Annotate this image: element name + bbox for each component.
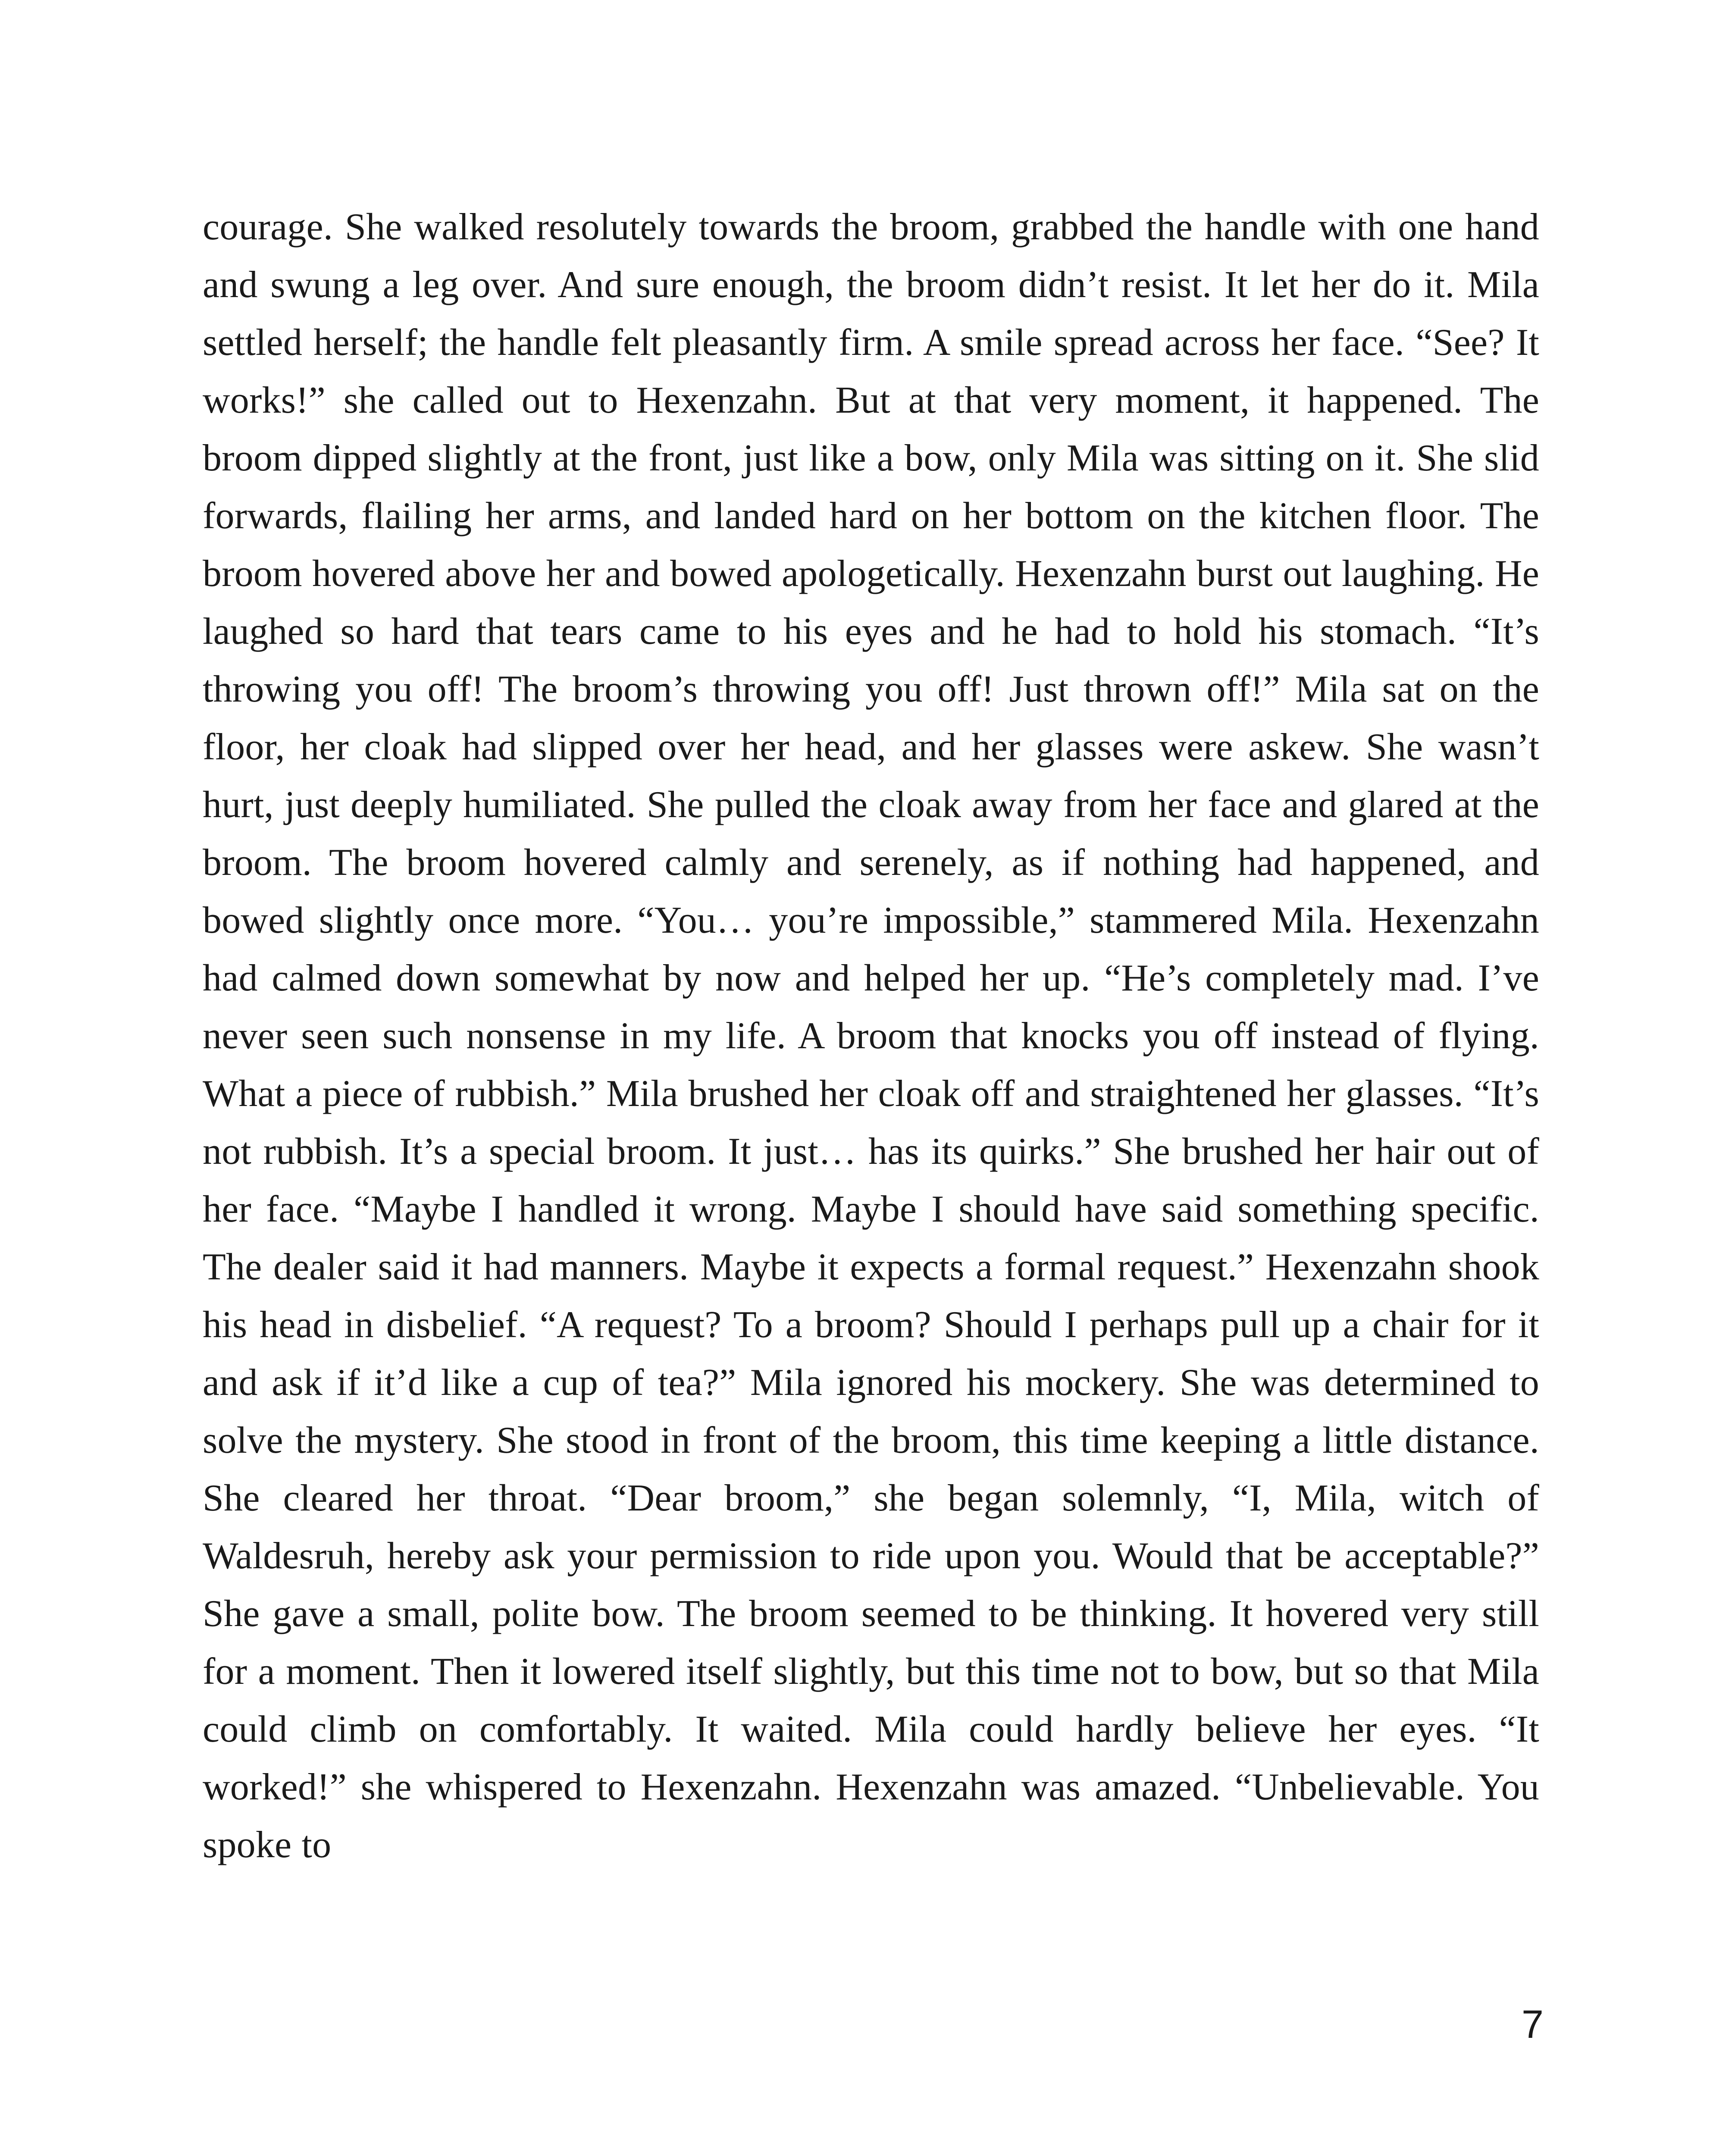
body-paragraph: courage. She walked resolutely towards the broom, grabbed the handle with one hand and swung a leg over. And sure enough, the broom didn’t resist. It let her do it. Mila settled herself; the handle felt pleasantly firm. A smile spread across her face. “See? It works!” she called out to Hexenzahn. But at that very moment, it happened. The broom dipped slightly at the front, just like a bow, only Mila was sitting on it. She slid forwards, flailing her arms, and landed hard on her bottom on the kitchen floor. The broom hovered above her and bowed apologetically. Hexenzahn burst out laughing. He laughed so hard that tears came to his eyes and he had to hold his stomach. “It’s throwing you off! The broom’s throwing you off! Just thrown off!” Mila sat on the floor, her cloak had slipped over her head, and her glasses were askew. She wasn’t hurt, just deeply humiliated. She pulled the cloak away from her face and glared at the broom. The broom hovered calmly and serenely, as if nothing had happened, and bowed slightly once more. “You… you’re impossible,” stammered Mila. Hexenzahn had calmed down somewhat by now and helped her up. “He’s completely mad. I’ve never seen such nonsense in my life. A broom that knocks you off instead of flying. What a piece of rubbish.” Mila brushed her cloak off and straightened her glasses. “It’s not rubbish. It’s a special broom. It just… has its quirks.” She brushed her hair out of her face. “Maybe I handled it wrong. Maybe I should have said something specific. The dealer said it had manners. Maybe it expects a formal request.” Hexenzahn shook his head in disbelief. “A request? To a broom? Should I perhaps pull up a chair for it and ask if it’d like a cup of tea?” Mila ignored his mockery. She was determined to solve the mystery. She stood in front of the broom, this time keeping a little distance. She cleared her throat. “Dear broom,” she began solemnly, “I, Mila, witch of Waldesruh, hereby ask your permission to ride upon you. Would that be acceptable?” She gave a small, polite bow. The broom seemed to be thinking. It hovered very still for a moment. Then it lowered itself slightly, but this time not to bow, but so that Mila could climb on comfortably. It waited. Mila could hardly believe her eyes. “It worked!” she whispered to Hexenzahn. Hexenzahn was amazed. “Unbelievable. You spoke to <box>203 206 1539 1866</box>
page-number: 7 <box>1521 2002 1544 2046</box>
